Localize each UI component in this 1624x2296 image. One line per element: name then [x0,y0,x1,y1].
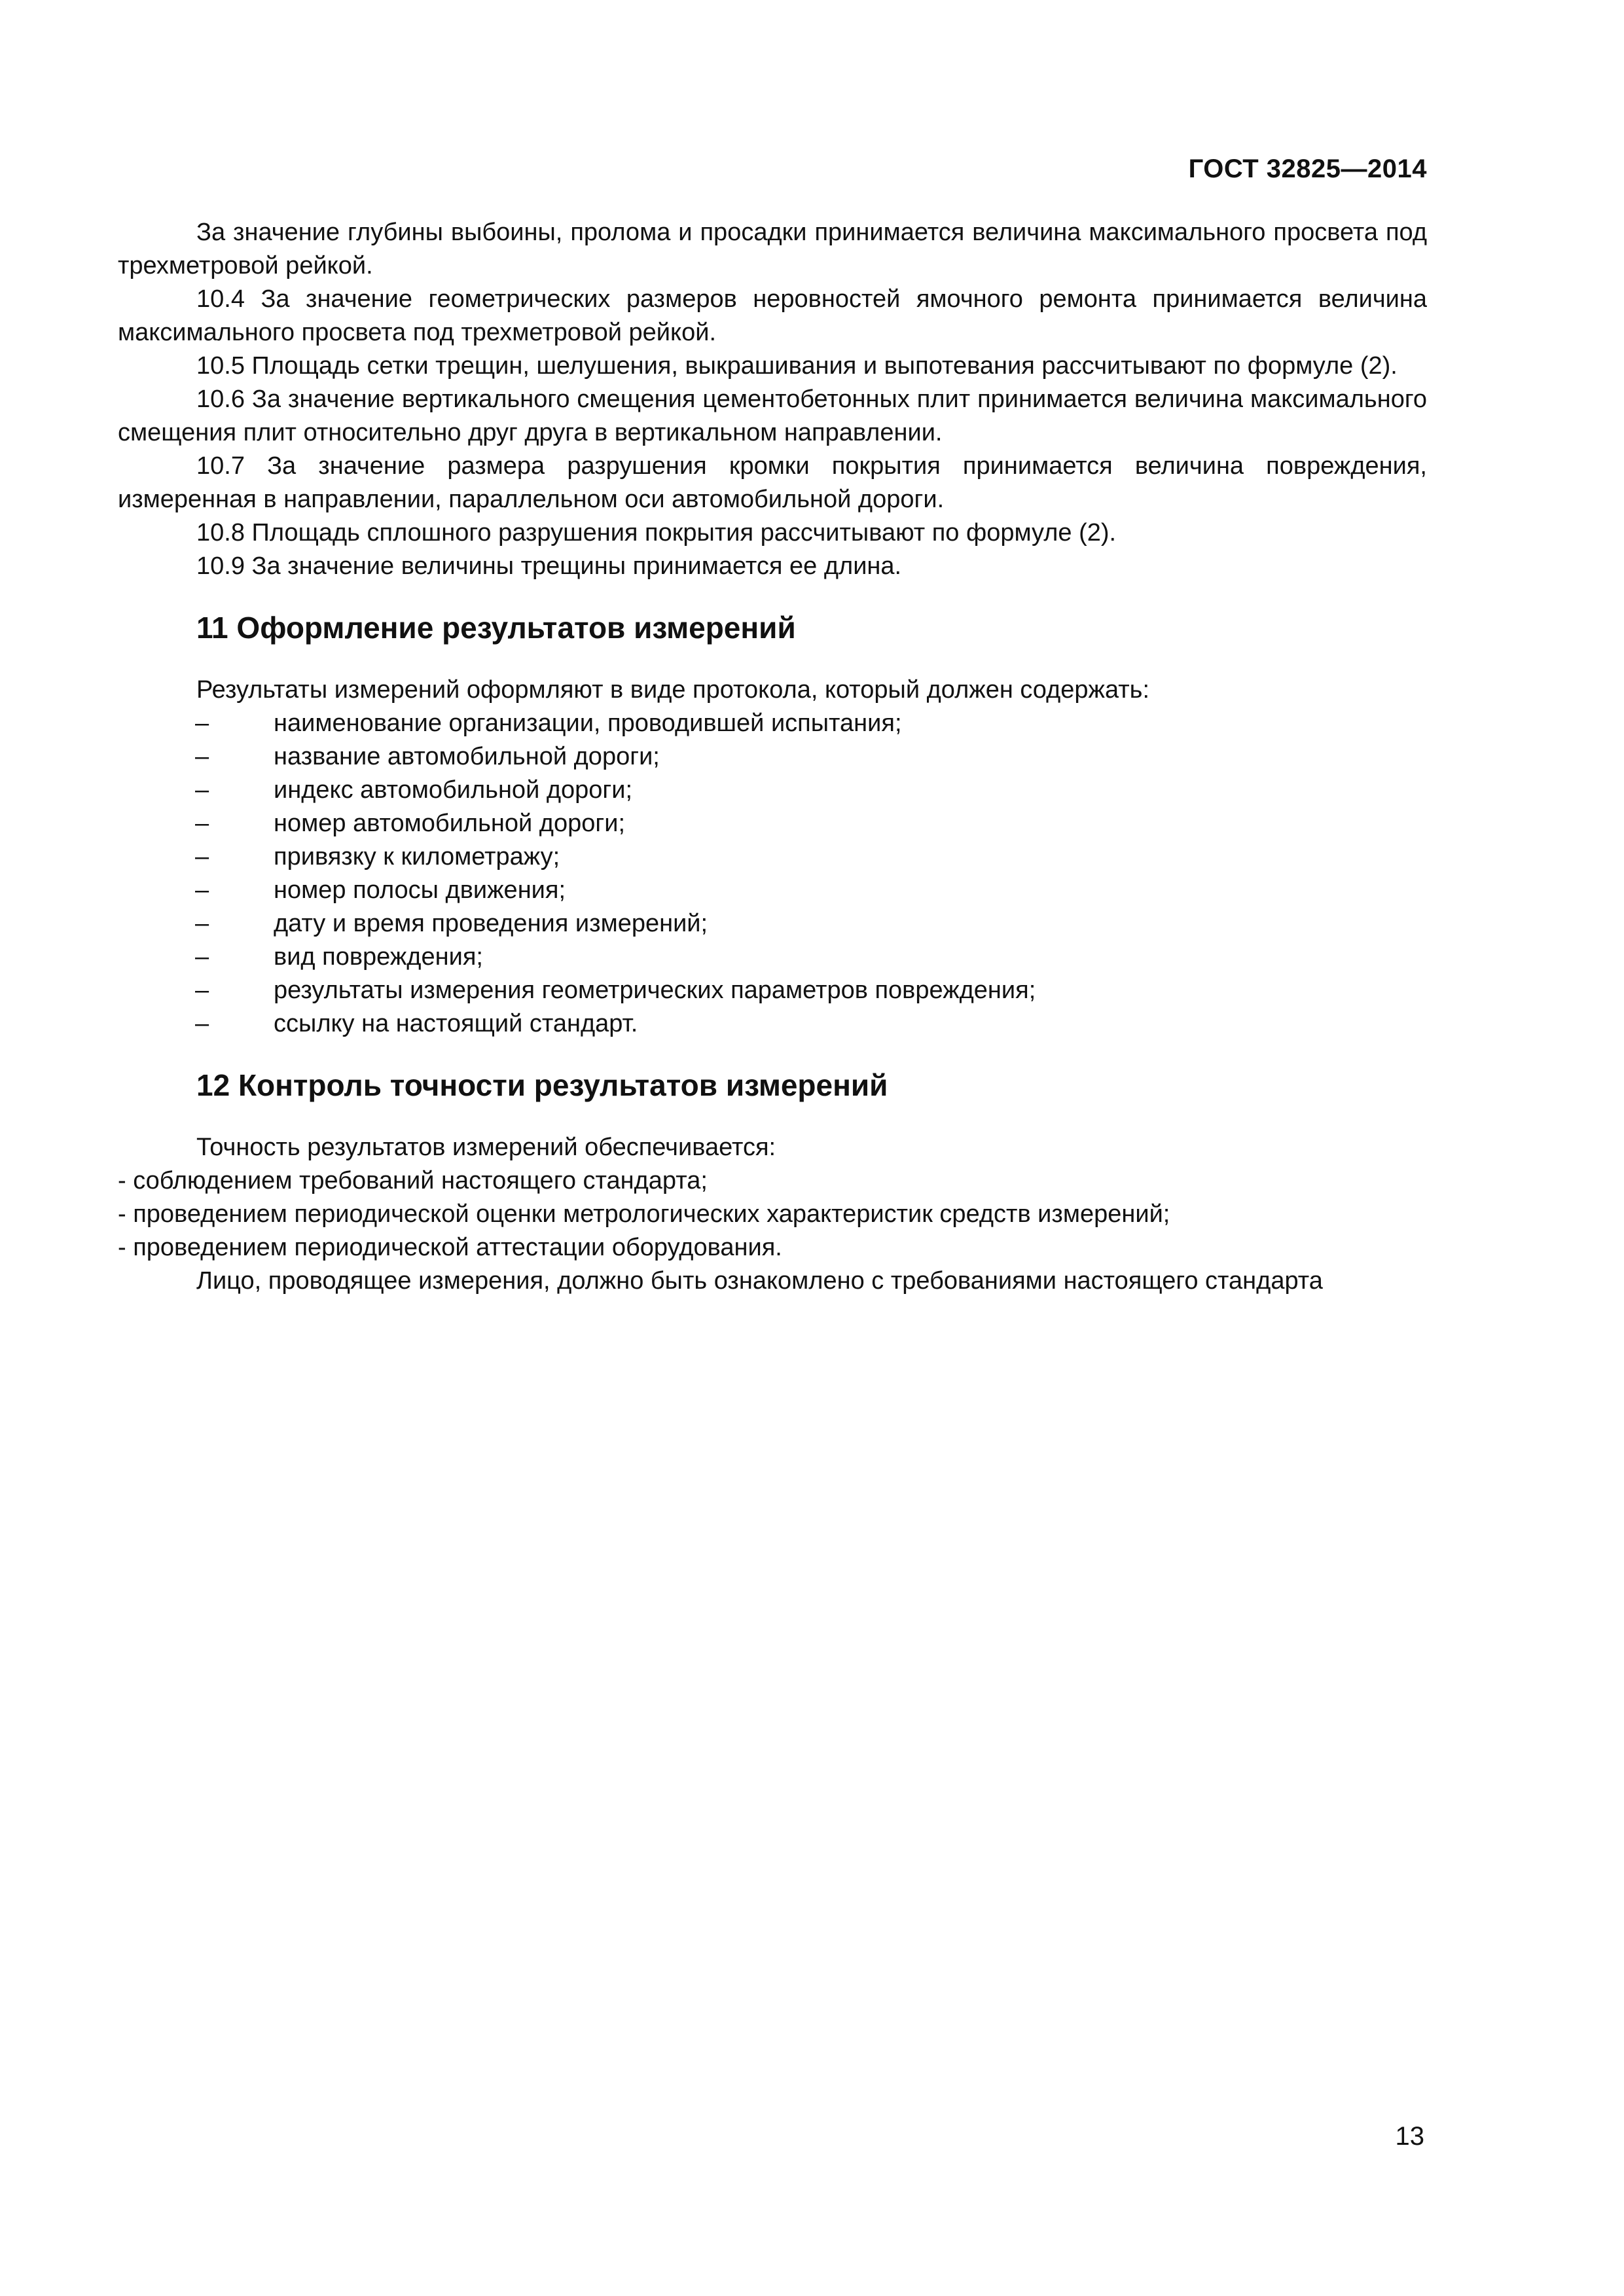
list-item-text: дату и время проведения измерений; [274,910,708,937]
paragraph-10-6: 10.6 За значение вертикального смещения цементобетонных плит принимается величина максимального смещения плит относительно друг друга в вертикальном направлении. [118,386,1427,446]
paragraph-10-9: 10.9 За значение величины трещины принимается ее длина. [196,552,902,580]
list-item [118,874,1427,907]
dash-marker: – [195,943,209,971]
list-item-text: ссылку на настоящий стандарт. [274,1010,638,1037]
dash-marker: – [195,977,209,1004]
list-item-text: индекс автомобильной дороги; [274,776,633,804]
list-item [118,840,1427,874]
section-12-title: 12 Контроль точности результатов измерений [196,1068,888,1102]
dash-marker: – [195,776,209,804]
dash-marker: – [195,1010,209,1037]
list-item [118,740,1427,774]
list-item-text: номер автомобильной дороги; [274,810,626,837]
section-11-intro: Результаты измерений оформляют в виде протокола, который должен содержать: [196,676,1150,704]
dash-marker: – [195,810,209,837]
list-item-text: название автомобильной дороги; [274,743,660,770]
page-number: 13 [1395,2122,1424,2151]
section-12-intro: Точность результатов измерений обеспечивается: [196,1134,776,1161]
list-item [118,774,1427,807]
list-item-text: результаты измерения геометрических параметров повреждения; [274,977,1036,1004]
paragraph-10-5: 10.5 Площадь сетки трещин, шелушения, выкрашивания и выпотевания рассчитывают по формуле (2). [196,352,1398,380]
accuracy-line: - проведением периодической оценки метрологических характеристик средств измерений; [118,1200,1170,1228]
list-item [118,807,1427,840]
dash-marker: – [195,843,209,870]
document-header: ГОСТ 32825—2014 [1188,154,1427,183]
paragraph-10-7: 10.7 За значение размера разрушения кромки покрытия принимается величина повреждения, измеренная в направлении, параллельном оси автомобильной дороги. [118,452,1427,513]
document-body [118,216,1427,1298]
list-item-text: номер полосы движения; [274,876,566,904]
list-item [118,974,1427,1007]
list-item-text: привязку к километражу; [274,843,560,870]
list-item [118,707,1427,740]
section-12-closing: Лицо, проводящее измерения, должно быть ознакомлено с требованиями настоящего стандарта [196,1267,1323,1295]
accuracy-line: - проведением периодической аттестации оборудования. [118,1234,782,1261]
dash-marker: – [195,743,209,770]
dash-marker: – [195,910,209,937]
list-item [118,941,1427,974]
paragraph-10-8: 10.8 Площадь сплошного разрушения покрытия рассчитывают по формуле (2). [196,519,1117,547]
paragraph-10-3-continuation: За значение глубины выбоины, пролома и просадки принимается величина максимального просвета под трехметровой рейкой. [118,219,1427,279]
dash-marker: – [195,876,209,904]
protocol-contents-list [118,707,1427,1041]
list-item-text: вид повреждения; [274,943,483,971]
list-item [118,907,1427,941]
list-item-text: наименование организации, проводившей испытания; [274,709,902,737]
section-11-title: 11 Оформление результатов измерений [196,611,796,645]
accuracy-line: - соблюдением требований настоящего стандарта; [118,1167,708,1194]
dash-marker: – [195,709,209,737]
paragraph-10-4: 10.4 За значение геометрических размеров неровностей ямочного ремонта принимается величина максимального просвета под трехметровой рейкой. [118,285,1427,346]
list-item [118,1007,1427,1041]
